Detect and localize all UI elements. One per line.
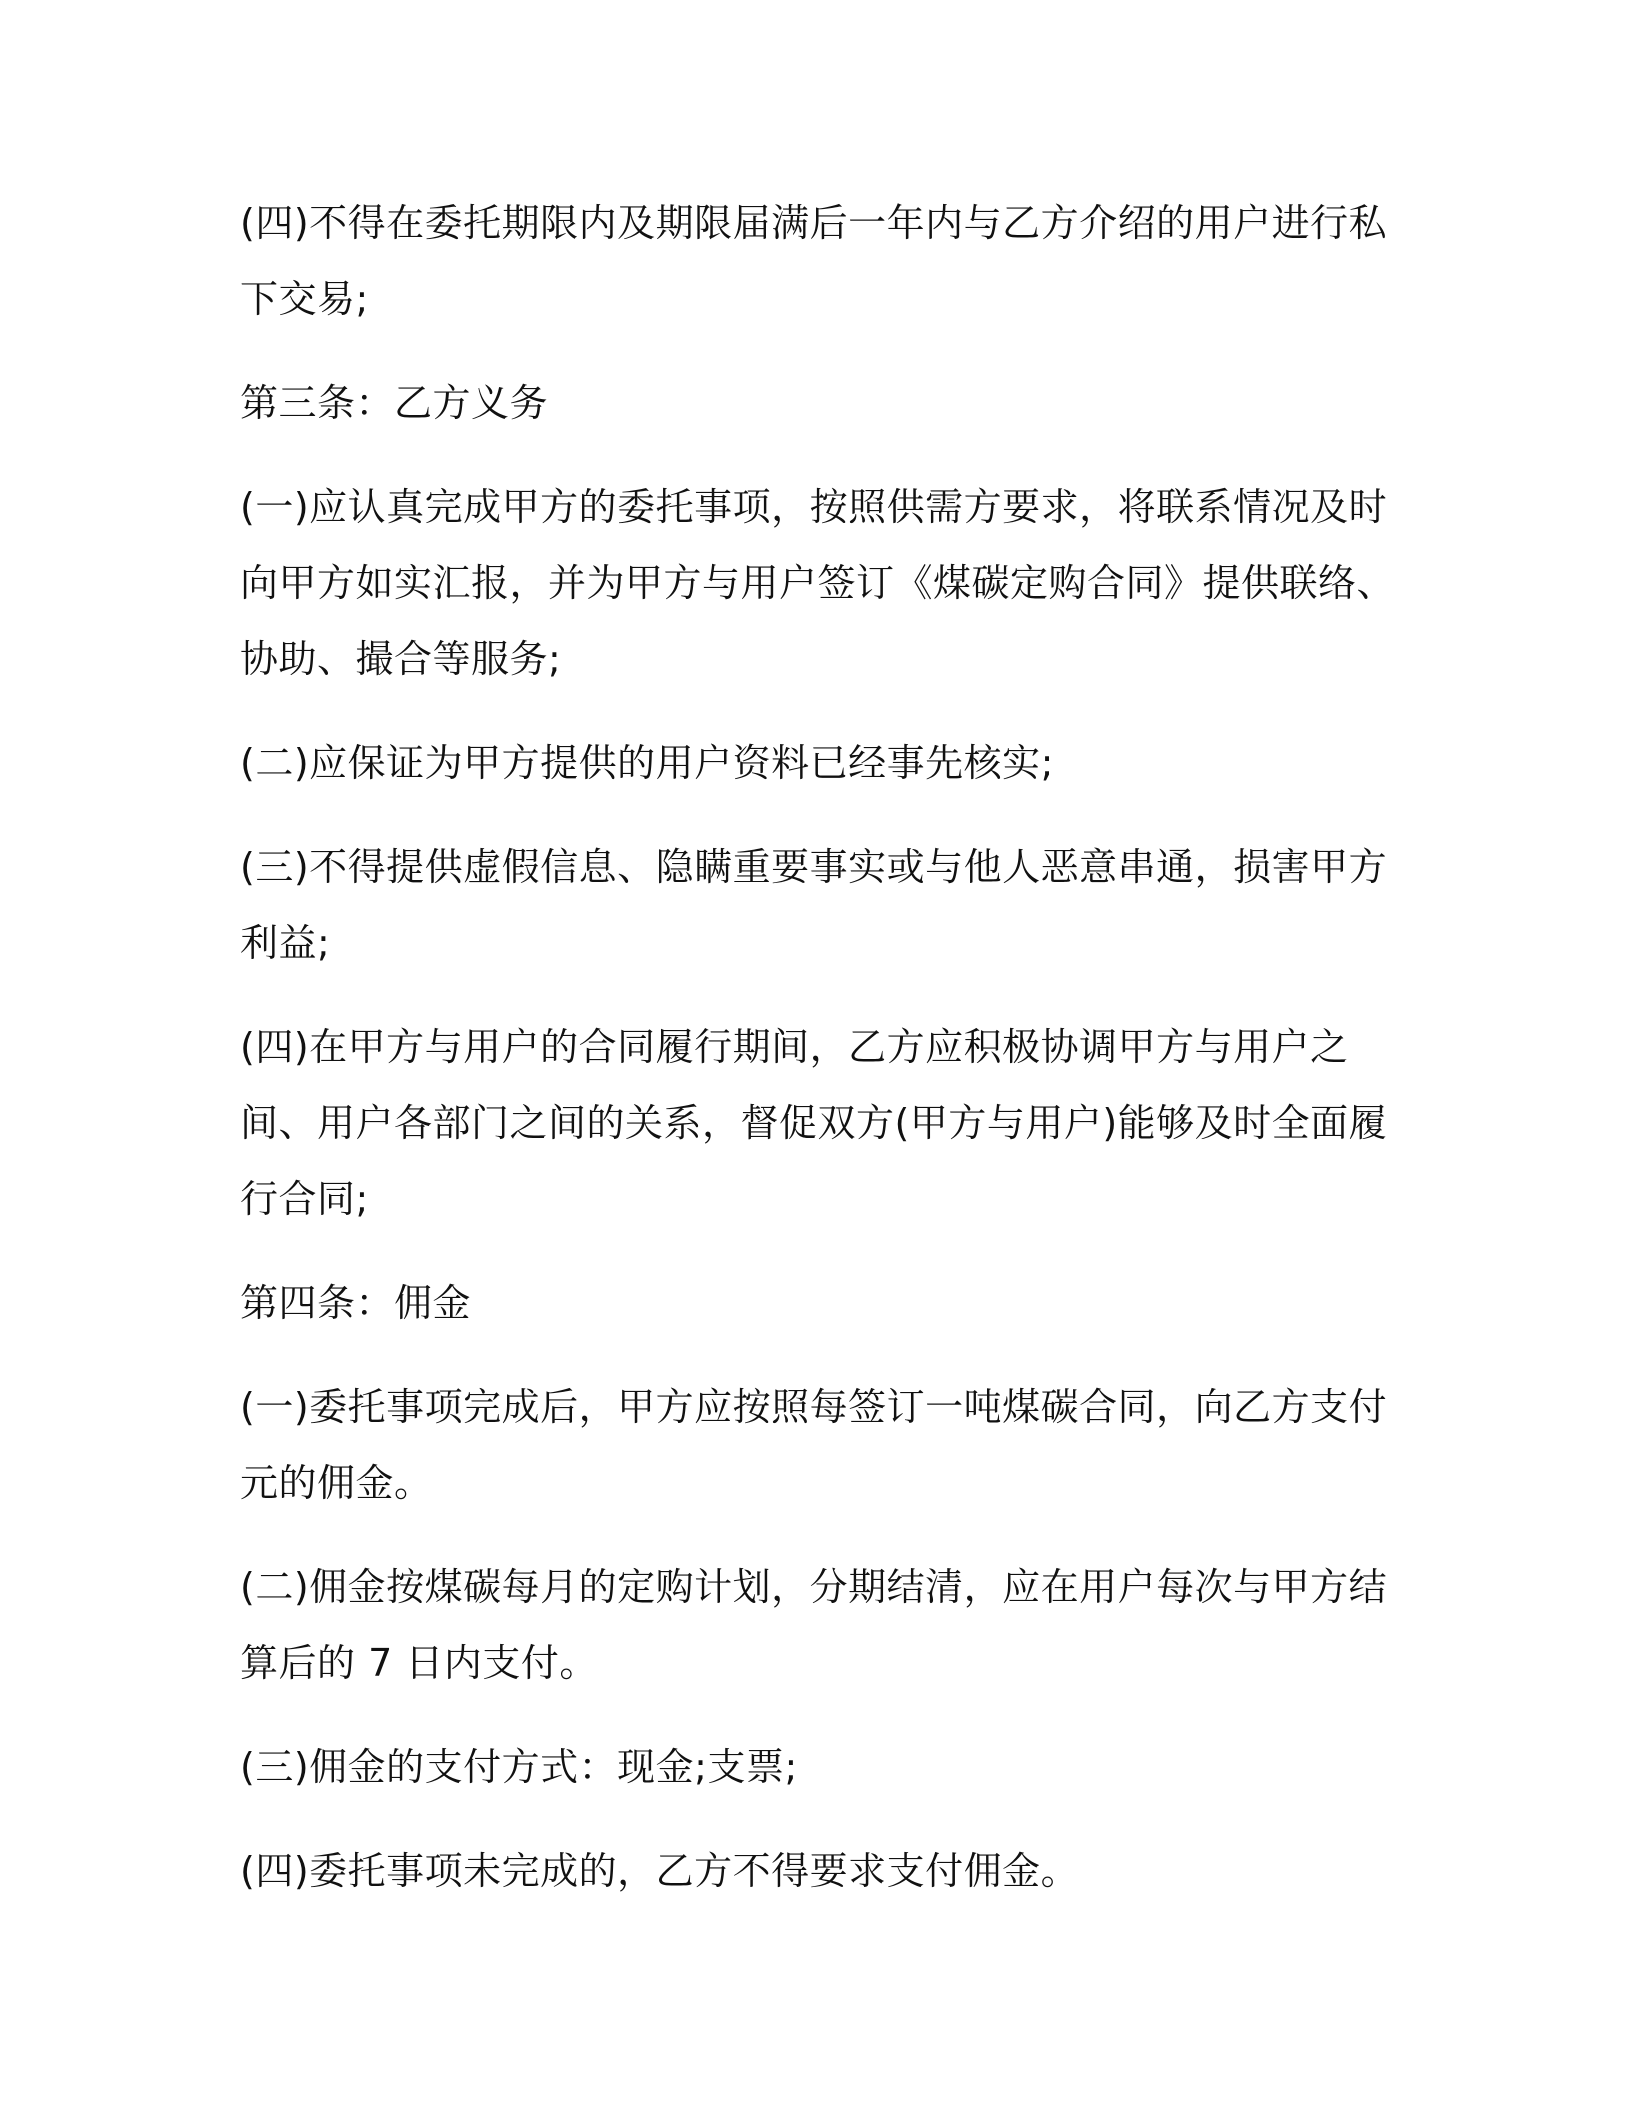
clause-3-item-3: (三)不得提供虚假信息、隐瞒重要事实或与他人恶意串通，损害甲方利益; <box>240 845 1388 965</box>
clause-3-item-4: (四)在甲方与用户的合同履行期间，乙方应积极协调甲方与用户之间、用户各部门之间的关系，督促双方(甲方与用户)能够及时全面履行合同; <box>240 1025 1388 1221</box>
article-4-heading: 第四条：佣金 <box>240 1281 472 1325</box>
article-3-heading: 第三条：乙方义务 <box>240 381 549 425</box>
document-body <box>240 185 1400 1937</box>
clause-3-item-2: (二)应保证为甲方提供的用户资料已经事先核实; <box>240 741 1054 785</box>
clause-3-item-1: (一)应认真完成甲方的委托事项，按照供需方要求，将联系情况及时向甲方如实汇报，并为甲方与用户签订《煤碳定购合同》提供联络、协助、撮合等服务; <box>240 485 1396 681</box>
clause-4-item-1: (一)委托事项完成后，甲方应按照每签订一吨煤碳合同，向乙方支付元的佣金。 <box>240 1385 1388 1505</box>
clause-2-item-4: (四)不得在委托期限内及期限届满后一年内与乙方介绍的用户进行私下交易; <box>240 201 1388 321</box>
clause-4-item-2: (二)佣金按煤碳每月的定购计划，分期结清，应在用户每次与甲方结算后的 7 日内支付。 <box>240 1565 1388 1685</box>
clause-4-item-4: (四)委托事项未完成的，乙方不得要求支付佣金。 <box>240 1849 1080 1893</box>
clause-4-item-3: (三)佣金的支付方式：现金;支票; <box>240 1745 798 1789</box>
